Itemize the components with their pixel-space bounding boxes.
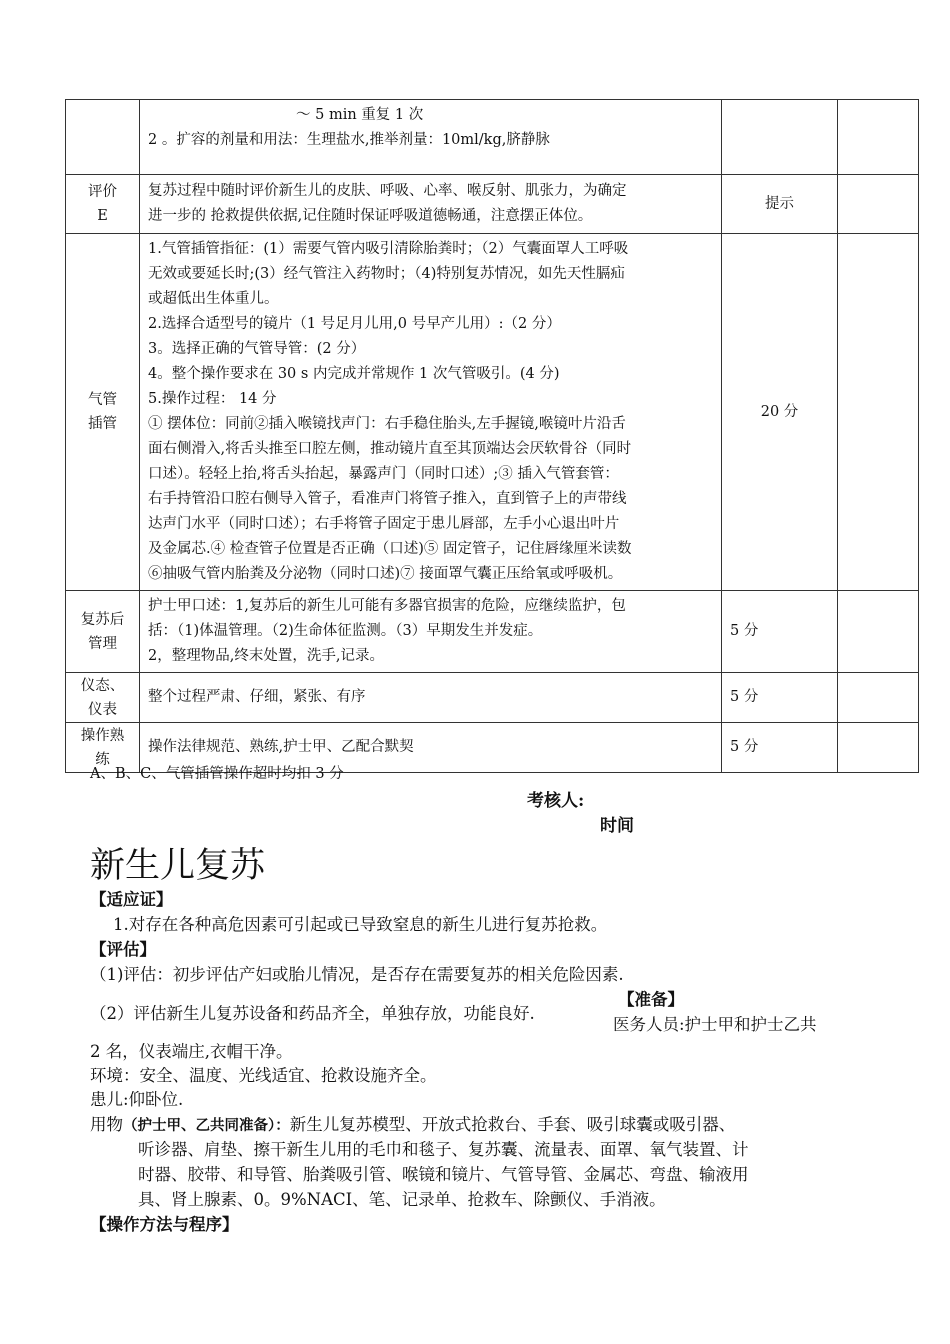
examiner-label: 考核人:	[527, 791, 585, 811]
method-heading: 【操作方法与程序】	[90, 1215, 239, 1234]
indication-heading: 【适应证】	[90, 890, 173, 909]
content-line: 5.操作过程： 14 分	[148, 391, 277, 407]
row-score: 提示	[722, 175, 838, 234]
table-row	[66, 175, 919, 234]
row-blank	[838, 723, 919, 773]
row-score: 5 分	[722, 591, 838, 673]
category-line: 练	[95, 751, 110, 768]
content-line: 2 。扩容的剂量和用法：生理盐水,推举剂量：10ml/kg,脐静脉	[148, 132, 550, 148]
category-line: 气管	[88, 392, 117, 408]
category-line: 仪态、	[80, 677, 125, 694]
row-blank	[838, 175, 919, 234]
content-line: 1.气管插管指征：(1）需要气管内吸引清除胎粪时；（2）气囊面罩人工呼吸	[148, 241, 629, 257]
content-line: 进一步的 抢救提供依据,记住随时保证呼吸道德畅通，注意摆正体位。	[148, 208, 593, 224]
row-blank	[838, 100, 919, 175]
table-row	[66, 591, 919, 673]
environment-text: 环境：安全、温度、光线适宜、抢救设施齐全。	[90, 1066, 437, 1085]
content-line: 或超低出生体重儿。	[148, 291, 279, 307]
supplies-line-2: 听诊器、肩垫、擦干新生儿用的毛巾和毯子、复苏囊、流量表、面罩、氧气装置、计	[138, 1140, 749, 1159]
supplies-preparer: （护士甲、乙共同准备）：	[123, 1118, 290, 1134]
category-line: 插管	[88, 416, 117, 432]
row-score	[722, 100, 838, 175]
timeout-note: A、B、C、气管插管操作超时均扣 3 分	[90, 766, 344, 782]
content-line: ① 摆体位：同前②插入喉镜找声门：右手稳住胎头,左手握镜,喉镜叶片沿舌	[148, 416, 626, 432]
assessment-heading: 【评估】	[90, 940, 156, 959]
patient-text: 患儿:仰卧位.	[90, 1090, 184, 1109]
assessment-item-1: （1)评估：初步评估产妇或胎儿情况，是否存在需要复苏的相关危险因素.	[90, 965, 624, 984]
content-line: 护士甲口述：1,复苏后的新生儿可能有多器官损害的危险，应继续监护，包	[148, 598, 626, 614]
preparation-staff-cont: 2 名，仪表端庄,衣帽干净。	[90, 1042, 293, 1061]
supplies-text: 新生儿复苏模型、开放式抢救台、手套、吸引球囊或吸引器、	[289, 1115, 736, 1134]
assessment-table	[65, 99, 919, 773]
row-score: 5 分	[722, 673, 838, 723]
content-line: 整个过程严肃、仔细，紧张、有序	[148, 689, 366, 705]
time-label: 时间	[600, 816, 634, 836]
row-content	[140, 591, 722, 673]
row-category	[66, 175, 140, 234]
page-title: 新生儿复苏	[90, 846, 266, 886]
content-line: 操作法律规范、熟练,护士甲、乙配合默契	[148, 739, 414, 755]
assessment-item-2: （2）评估新生儿复苏设备和药品齐全，单独存放，功能良好.	[90, 1004, 535, 1023]
table-row	[66, 673, 919, 723]
category-line: 操作熟	[80, 727, 125, 744]
content-line: 右手持管沿口腔右侧导入管子，看准声门将管子推入，直到管子上的声带线	[148, 491, 627, 507]
row-score: 5 分	[722, 723, 838, 773]
row-blank	[838, 591, 919, 673]
row-content	[140, 234, 722, 591]
content-line: 4。整个操作要求在 30 s 内完成并常规作 1 次气管吸引。(4 分)	[148, 366, 560, 382]
content-line: 无效或要延长时;(3）经气管注入药物时；（4)特别复苏情况，如先天性膈疝	[148, 266, 625, 282]
category-line: E	[97, 208, 108, 224]
content-line: ～ 5 min 重复 1 次	[296, 107, 424, 123]
row-content	[140, 100, 722, 175]
content-line: 2.选择合适型号的镜片（1 号足月儿用,0 号早产儿用）:（2 分）	[148, 316, 561, 332]
category-line: 仪表	[88, 701, 117, 718]
content-line: 复苏过程中随时评价新生儿的皮肤、呼吸、心率、喉反射、肌张力，为确定	[148, 183, 627, 199]
row-content	[140, 673, 722, 723]
content-line: 括：（1)体温管理。（2)生命体征监测。（3）早期发生并发症。	[148, 623, 543, 639]
row-category	[66, 591, 140, 673]
row-category	[66, 100, 140, 175]
content-line: 面右侧滑入,将舌头推至口腔左侧，推动镜片直至其顶端达会厌软骨谷（同时	[148, 441, 632, 457]
row-blank	[838, 673, 919, 723]
table-row	[66, 100, 919, 175]
supplies-line-1	[90, 1111, 735, 1135]
row-blank	[838, 234, 919, 591]
preparation-heading: 【准备】	[618, 990, 684, 1009]
content-line: 2，整理物品,终末处置，洗手,记录。	[148, 648, 384, 664]
row-category	[66, 673, 140, 723]
content-line: 口述）。轻轻上抬,将舌头抬起，暴露声门（同时口述）;③ 插入气管套管：	[148, 466, 619, 482]
supplies-line-4: 具、肾上腺素、0。9%NACI、笔、记录单、抢救车、除颤仪、手消液。	[138, 1190, 666, 1209]
row-category	[66, 234, 140, 591]
category-line: 管理	[88, 635, 117, 652]
supplies-line-3: 时器、胶带、和导管、胎粪吸引管、喉镜和镜片、气管导管、金属芯、弯盘、输液用	[138, 1165, 749, 1184]
content-line: 3。选择正确的气管导管：(2 分）	[148, 341, 366, 357]
category-line: 复苏后	[80, 611, 125, 628]
content-line: 达声门水平（同时口述）；右手将管子固定于患儿唇部，左手小心退出叶片	[148, 516, 620, 532]
content-line: 及金属芯.④ 检查管子位置是否正确（口述)⑤ 固定管子，记住唇缘厘米读数	[148, 541, 632, 557]
content-line: ⑥抽吸气管内胎粪及分泌物（同时口述)⑦ 接面罩气囊正压给氧或呼吸机。	[148, 566, 623, 582]
category-line: 评价	[88, 184, 117, 200]
row-content	[140, 175, 722, 234]
preparation-staff: 医务人员:护士甲和护士乙共	[613, 1015, 817, 1034]
indication-text: 1.对存在各种高危因素可引起或已导致窒息的新生儿进行复苏抢救。	[113, 915, 608, 934]
table-row	[66, 234, 919, 591]
row-score: 20 分	[722, 234, 838, 591]
supplies-label: 用物	[90, 1115, 123, 1134]
